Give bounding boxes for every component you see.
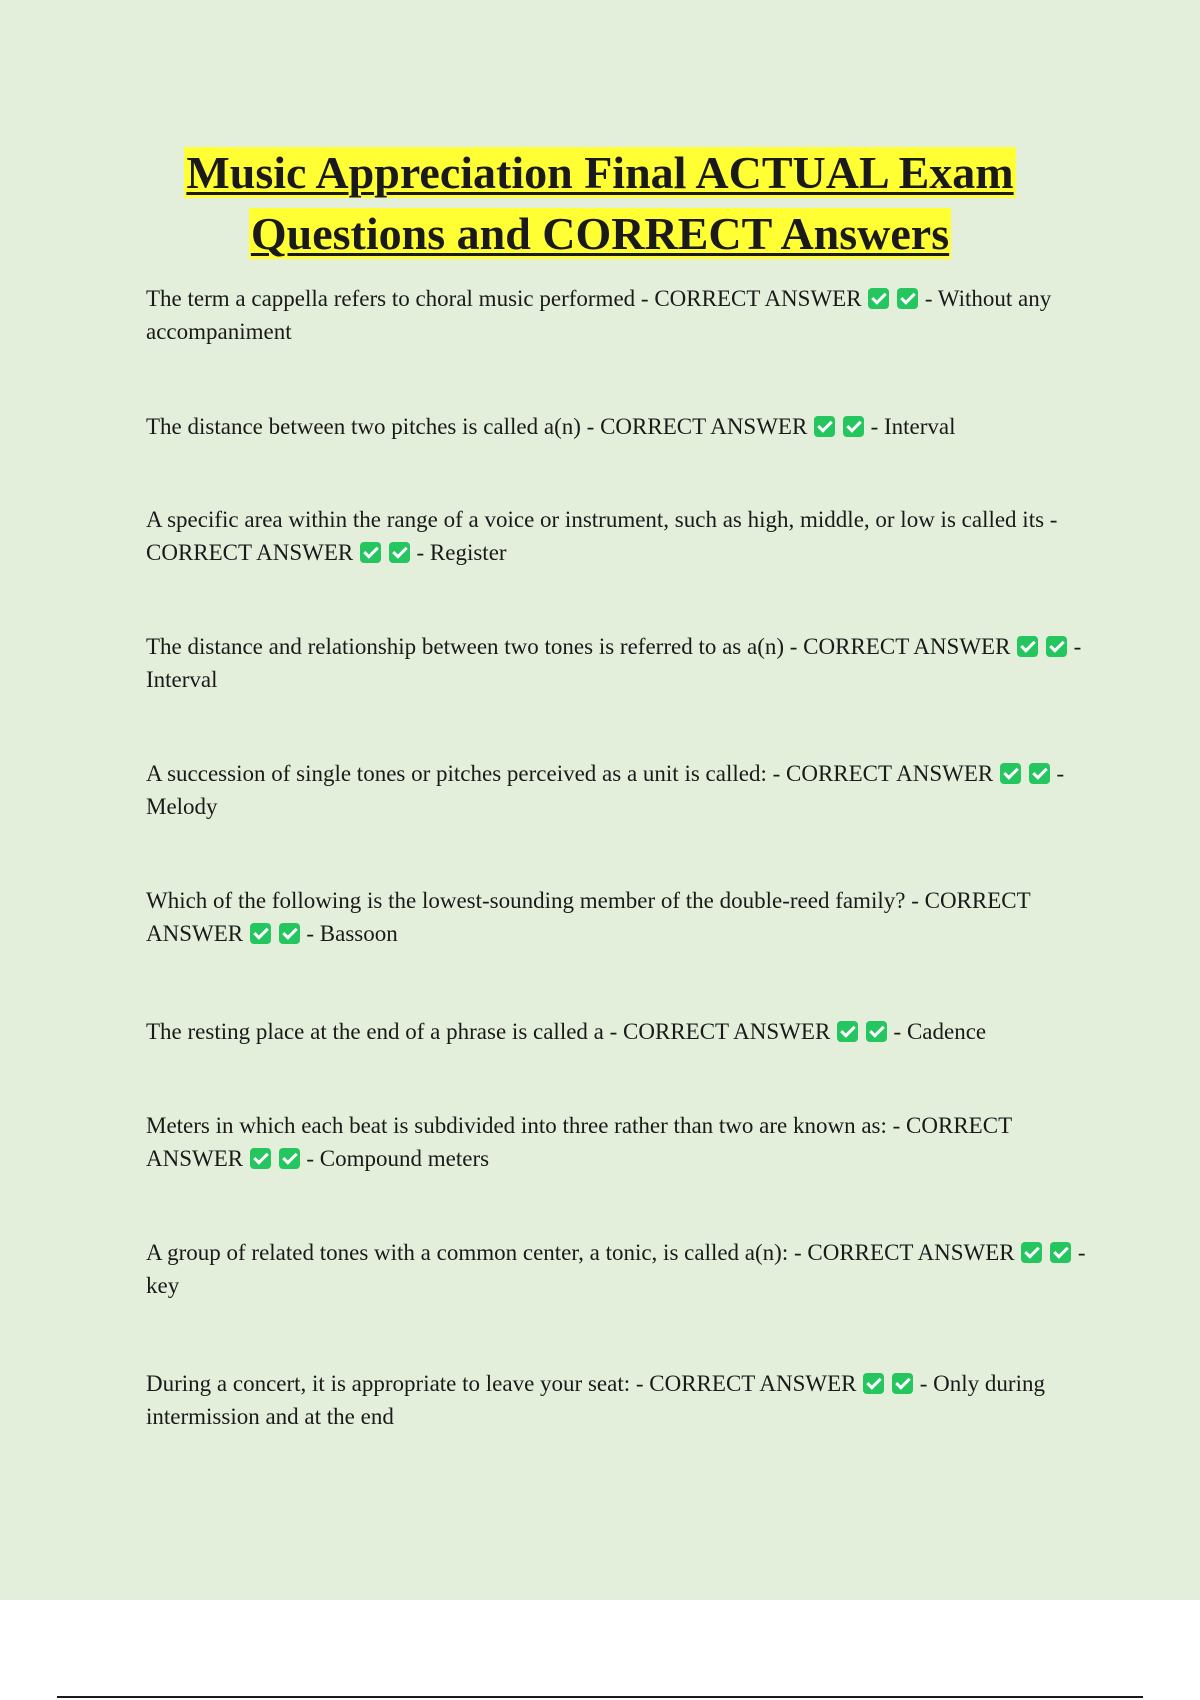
answer-text: - Only during intermission and at the end xyxy=(146,1371,1045,1429)
question-text: A succession of single tones or pitches perceived as a unit is called: - CORRECT ANSWER xyxy=(146,761,994,786)
answer-text: - Without any accompaniment xyxy=(146,286,1052,344)
qa-item-10 xyxy=(146,1367,1086,1433)
check-box-icon xyxy=(866,1021,887,1042)
question-text: The term a cappella refers to choral music performed - CORRECT ANSWER xyxy=(146,286,862,311)
check-box-icon xyxy=(1046,636,1067,657)
answer-text: - Melody xyxy=(146,761,1065,819)
check-box-icon xyxy=(1050,1242,1071,1263)
answer-text: - Interval xyxy=(870,414,956,439)
question-text: During a concert, it is appropriate to leave your seat: - CORRECT ANSWER xyxy=(146,1371,857,1396)
check-box-icon xyxy=(843,416,864,437)
qa-item-5 xyxy=(146,757,1086,823)
answer-text: - Cadence xyxy=(893,1019,987,1044)
check-box-icon xyxy=(250,923,271,944)
answer-text: - Compound meters xyxy=(306,1146,490,1171)
qa-item-6 xyxy=(146,884,1086,950)
check-box-icon xyxy=(389,542,410,563)
question-text: A specific area within the range of a voice or instrument, such as high, middle, or low is called its - CORRECT ANSWER xyxy=(146,507,1058,565)
check-box-icon xyxy=(814,416,835,437)
title-line-1: Music Appreciation Final ACTUAL Exam xyxy=(186,147,1014,198)
qa-item-9 xyxy=(146,1236,1086,1302)
check-box-icon xyxy=(250,1148,271,1169)
question-text: The distance between two pitches is called a(n) - CORRECT ANSWER xyxy=(146,414,808,439)
answer-text: - Register xyxy=(416,540,507,565)
check-box-icon xyxy=(863,1373,884,1394)
question-text: Which of the following is the lowest-sounding member of the double-reed family? - CORRECT ANSWER xyxy=(146,888,1031,946)
question-text: A group of related tones with a common center, a tonic, is called a(n): - CORRECT ANSWER xyxy=(146,1240,1015,1265)
check-box-icon xyxy=(897,288,918,309)
qa-item-7 xyxy=(146,1015,1086,1048)
check-box-icon xyxy=(1000,763,1021,784)
document-title xyxy=(100,142,1100,264)
check-box-icon xyxy=(1017,636,1038,657)
title-line-2: Questions and CORRECT Answers xyxy=(250,208,950,259)
check-box-icon xyxy=(279,923,300,944)
qa-item-3 xyxy=(146,503,1086,569)
qa-item-2 xyxy=(146,410,1086,443)
question-text: Meters in which each beat is subdivided into three rather than two are known as: - CORRECT ANSWER xyxy=(146,1113,1012,1171)
question-text: The distance and relationship between two tones is referred to as a(n) - CORRECT ANSWER xyxy=(146,634,1011,659)
qa-item-1 xyxy=(146,282,1086,348)
qa-item-8 xyxy=(146,1109,1086,1175)
answer-text: - key xyxy=(146,1240,1086,1298)
check-box-icon xyxy=(360,542,381,563)
check-box-icon xyxy=(837,1021,858,1042)
answer-text: - Bassoon xyxy=(306,921,398,946)
question-text: The resting place at the end of a phrase is called a - CORRECT ANSWER xyxy=(146,1019,831,1044)
footer-divider xyxy=(57,1696,1143,1698)
check-box-icon xyxy=(279,1148,300,1169)
check-box-icon xyxy=(892,1373,913,1394)
answer-text: - Interval xyxy=(146,634,1082,692)
check-box-icon xyxy=(868,288,889,309)
check-box-icon xyxy=(1021,1242,1042,1263)
check-box-icon xyxy=(1029,763,1050,784)
qa-item-4 xyxy=(146,630,1086,696)
